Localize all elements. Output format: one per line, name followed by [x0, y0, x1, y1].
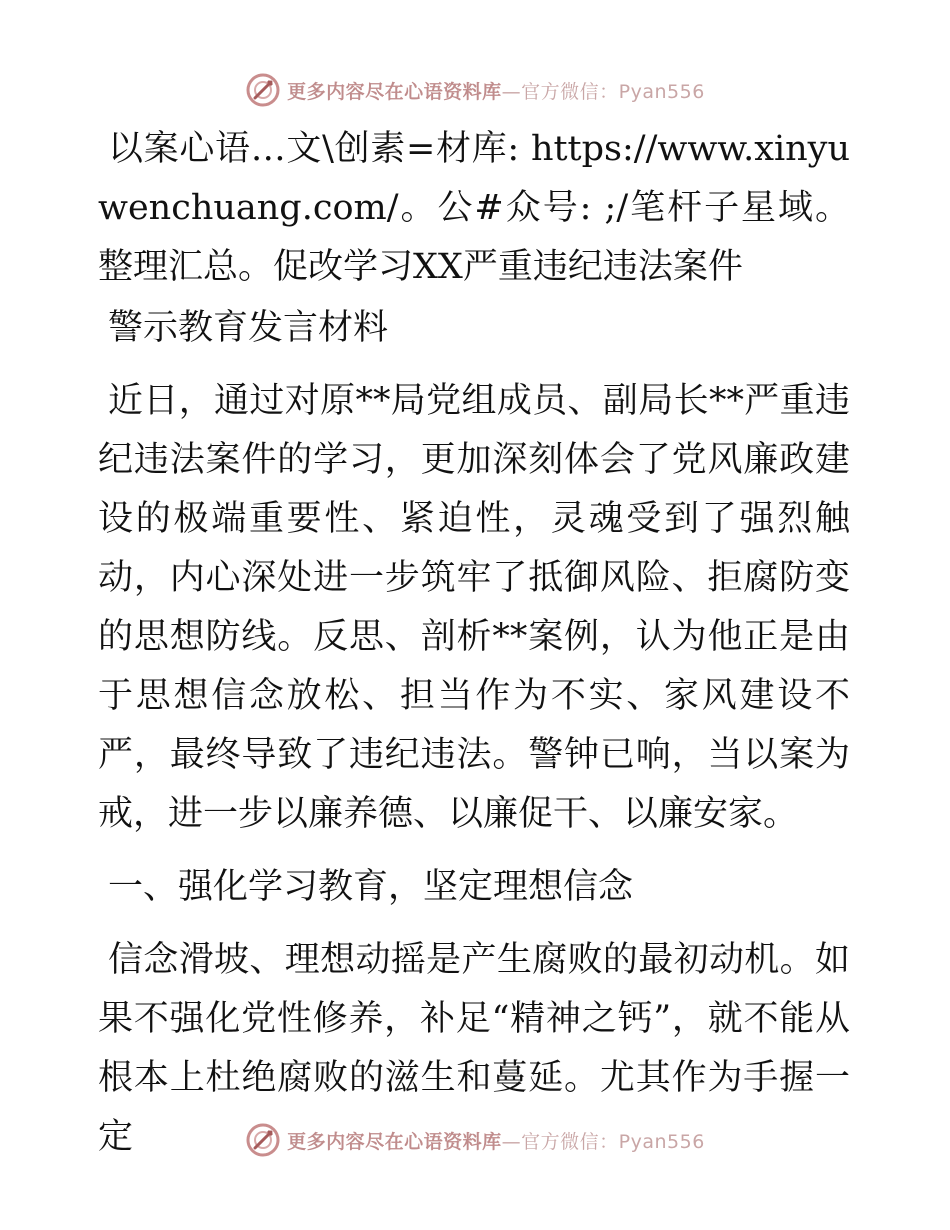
- section-1-heading: 一、强化学习教育，坚定理想信念: [108, 867, 634, 907]
- footer-watermark: [0, 1120, 950, 1160]
- brand-logo-icon: [245, 1122, 281, 1158]
- document-body: [98, 120, 850, 1167]
- document-title: 警示教育发言材料: [108, 308, 389, 348]
- document-intro: 以案心语…文\创素=材库: https://www.xinyuwenchuang.com/。公#众号: ;/笔杆子星域。整理汇总。促改学习XX严重违纪违法案件: [98, 129, 850, 287]
- watermark-text: [287, 1127, 705, 1154]
- paragraph-1: 近日，通过对原**局党组成员、副局长**严重违纪违法案件的学习，更加深刻体会了党风廉政建设的极端重要性、紧迫性，灵魂受到了强烈触动，内心深处进一步筑牢了抵御风险、拒腐防变的思想防线。反思、剖析**案例，认为他正是由于思想信念放松、担当作为不实、家风建设不严，最终导致了违纪违法。警钟已响，当以案为戒，进一步以廉养德、以廉促干、以廉安家。: [98, 381, 850, 834]
- brand-logo-icon: [245, 72, 281, 108]
- watermark-official: —官方微信：Pyan556: [501, 1130, 705, 1153]
- watermark-brand: 更多内容尽在心语资料库: [287, 80, 502, 103]
- watermark-brand: 更多内容尽在心语资料库: [287, 1130, 502, 1153]
- watermark-text: [287, 77, 705, 104]
- header-watermark: [0, 70, 950, 110]
- paragraph-2: 信念滑坡、理想动摇是产生腐败的最初动机。如果不强化党性修养，补足“精神之钙”，就不能从根本上杜绝腐败的滋生和蔓延。尤其作为手握一定: [98, 940, 850, 1157]
- watermark-official: —官方微信：Pyan556: [501, 80, 705, 103]
